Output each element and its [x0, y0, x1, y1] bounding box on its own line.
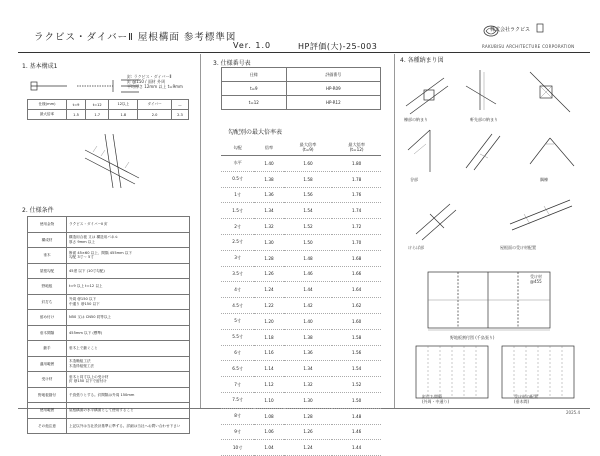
table-row: 野地板 t=9 以上 t=12 以上 — [28, 279, 190, 295]
table-row: 屋根勾配 45度 以下 (10寸勾配) — [28, 263, 190, 279]
section-1-heading: 1. 基本構成1 — [22, 63, 58, 70]
caption-blocking-layout: 受け材の配置 (垂木間) — [514, 394, 538, 404]
table-row: 7寸 1.12 1.32 1.52 — [221, 377, 381, 393]
section-4-heading: 4. 各種納まり図 — [400, 57, 444, 64]
table-row: 6.5寸 1.14 1.34 1.54 — [221, 361, 381, 377]
section-2-heading: 2. 仕様条件 — [22, 207, 54, 214]
table-row: 受け材 垂木と同寸以上の受け材 釘 @150 以下で留付け — [28, 372, 190, 388]
version-label: Ver. 1.0 — [233, 41, 272, 50]
table-row: 使用範囲 屋根構面の水平構面として使用すること — [28, 403, 190, 419]
table-row: 7.5寸 1.10 1.30 1.50 — [221, 392, 381, 408]
table-row: 垂木 断面 45×60 以上、間隔 455mm 以下 勾配 3寸〜 5寸 — [28, 248, 190, 264]
table-row: 1.5寸 1.34 1.54 1.74 — [221, 203, 381, 219]
caption-blocking: 屋根面の受け材配置 — [500, 245, 536, 250]
column-divider-2 — [394, 54, 395, 408]
table-row: 2寸 1.32 1.52 1.72 — [221, 219, 381, 235]
table-row: t=12 HP-R12 — [222, 96, 381, 110]
table-row: 水平 1.40 1.60 1.80 — [221, 156, 381, 172]
sheathing-plan — [420, 268, 588, 338]
table-row: 3.5寸 1.26 1.46 1.66 — [221, 266, 381, 282]
load-table-heading: 勾配別の最大倍率表 — [228, 129, 283, 136]
nailing-pattern-drawings — [410, 344, 580, 400]
code-table — [221, 67, 381, 110]
table-row: 6寸 1.16 1.36 1.56 — [221, 345, 381, 361]
table-row: 留め付け N50 又は CN50 同等以上 — [28, 310, 190, 326]
table-row: 10寸 1.04 1.24 1.44 — [221, 440, 381, 456]
spec-table — [27, 99, 189, 120]
company-name-jp: 株式会社ラクビス — [490, 27, 531, 33]
table-row: 3寸 1.28 1.48 1.68 — [221, 250, 381, 266]
table-row: その他注意 上記以外は当社設計基準に準ずる。詳細は当社へお問い合わせ下さい — [28, 418, 190, 434]
table-header-row: 勾配 倍率 最大倍率 (t=9) 最大倍率 (t=12) — [221, 139, 381, 156]
section-3-heading: 3. 仕様番号表 — [213, 60, 251, 67]
table-row: 2.5寸 1.30 1.50 1.70 — [221, 234, 381, 250]
caption-ridge: 棟部の納まり — [404, 117, 428, 122]
fastener-note: 釘: ラクビス・ダイバーⅡ 釘 @150 / 面材 外周 平均厚さ 12mm 以上 t=9mm — [127, 74, 183, 89]
table-row: 5寸 1.20 1.40 1.60 — [221, 313, 381, 329]
rafter-detail-sketch — [75, 132, 165, 190]
table-row: 釘打ち 外周 @150 以下 中通り @150 以下 — [28, 294, 190, 310]
conditions-table — [27, 216, 190, 434]
table-row: 垂木間隔 455mm 以下 (標準) — [28, 325, 190, 341]
table-row: 最大倍率 1.5 1.7 1.8 2.0 2.3 — [28, 110, 189, 120]
column-divider-1 — [200, 54, 201, 408]
caption-plan: 野地板割付図 (千鳥張り) — [450, 335, 495, 340]
table-row: 継手 垂木上で継ぐこと — [28, 341, 190, 357]
table-row: 適用範囲 木造軸組工法 木造枠組壁工法 — [28, 356, 190, 372]
document-number: HP評価(大)-25-003 — [298, 42, 378, 51]
caption-verge: けらば部 — [408, 245, 424, 250]
header-divider — [18, 52, 590, 53]
caption-valley: 谷部 — [410, 177, 418, 182]
table-row: 0.5寸 1.38 1.58 1.78 — [221, 171, 381, 187]
load-table — [221, 139, 381, 456]
caption-eaves: 軒先部の納まり — [470, 117, 498, 122]
caption-nailing: 釘打ち間隔 (外周・中通り) — [422, 394, 450, 404]
company-name-en: RAKUBISU ARCHITECTURE CORPORATION — [482, 44, 575, 49]
table-row: 4寸 1.24 1.44 1.64 — [221, 282, 381, 298]
table-row: 仕様 評価番号 — [222, 68, 381, 82]
table-row: 野地板割付 千鳥張りとする。釘間隔は外周 150mm — [28, 387, 190, 403]
table-row: 仕様(mm) t=9 t=12 12以上 ダイバー — — [28, 100, 189, 110]
caption-hip: 隅棟 — [540, 177, 548, 182]
page-title: ラクビス・ダイバーⅡ 屋根構面 参考標準図 — [34, 32, 237, 43]
table-row: 使用金物 ラクビス・ダイバーⅡ 釘 — [28, 217, 190, 233]
table-row: 8寸 1.08 1.28 1.48 — [221, 408, 381, 424]
page-footer: 2025.4 — [566, 410, 580, 415]
table-row: t=9 HP-R09 — [222, 82, 381, 96]
table-row: 4.5寸 1.22 1.42 1.62 — [221, 298, 381, 314]
table-row: 1寸 1.36 1.56 1.76 — [221, 187, 381, 203]
table-row: 5.5寸 1.18 1.38 1.58 — [221, 329, 381, 345]
detail-drawings — [400, 64, 590, 274]
table-row: 9寸 1.06 1.26 1.46 — [221, 424, 381, 440]
table-row: 構成材 構造用合板 又は 構造用パネル 厚さ 9mm 以上 — [28, 232, 190, 248]
plan-note: 受け材 @455 — [530, 274, 542, 284]
